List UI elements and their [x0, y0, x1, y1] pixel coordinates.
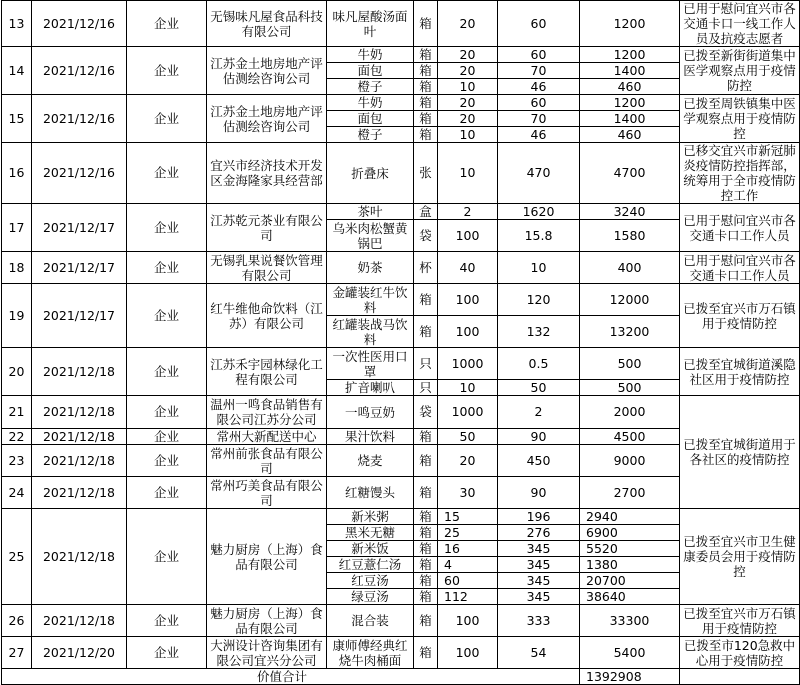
donation-date: 2021/12/17 [32, 284, 127, 348]
item-value: 2700 [580, 477, 680, 509]
usage-note: 已拨至宜兴市万石镇用于疫情防控 [680, 284, 800, 348]
item-unit: 只 [414, 348, 438, 380]
item-price: 50 [498, 380, 580, 396]
item-value: 38640 [580, 589, 680, 605]
donor-type: 企业 [127, 396, 207, 429]
item-name: 新米饭 [327, 541, 414, 557]
usage-note: 已拨至市120急救中心用于疫情防控 [680, 637, 800, 669]
donor-name: 无锡味凡屋食品科技有限公司 [207, 1, 327, 47]
item-name: 奶茶 [327, 252, 414, 284]
item-name: 果汁饮料 [327, 429, 414, 445]
donor-name: 江苏金土地房地产评估测绘咨询公司 [207, 95, 327, 143]
item-unit: 箱 [414, 1, 438, 47]
donor-type: 企业 [127, 252, 207, 284]
donor-name: 常州大新配送中心 [207, 429, 327, 445]
item-value: 2000 [580, 396, 680, 429]
usage-note: 已拨至周铁镇集中医学观察点用于疫情防控 [680, 95, 800, 143]
table-row [2, 47, 800, 63]
item-name: 红豆汤 [327, 573, 414, 589]
item-name: 面包 [327, 63, 414, 79]
item-name: 红豆薏仁汤 [327, 557, 414, 573]
item-value: 1380 [580, 557, 680, 573]
table-row [2, 252, 800, 284]
item-quantity: 10 [438, 127, 498, 143]
item-quantity: 4 [438, 557, 498, 573]
item-unit: 箱 [414, 541, 438, 557]
item-quantity: 100 [438, 637, 498, 669]
item-unit: 箱 [414, 284, 438, 316]
item-name: 黑米无糖 [327, 525, 414, 541]
item-unit: 袋 [414, 396, 438, 429]
item-unit: 箱 [414, 429, 438, 445]
item-name: 牛奶 [327, 47, 414, 63]
row-number: 19 [2, 284, 32, 348]
item-unit: 箱 [414, 445, 438, 477]
item-name: 橙子 [327, 79, 414, 95]
item-name: 牛奶 [327, 95, 414, 111]
item-price: 60 [498, 95, 580, 111]
item-value: 4500 [580, 429, 680, 445]
item-unit: 箱 [414, 316, 438, 348]
item-unit: 箱 [414, 63, 438, 79]
item-unit: 箱 [414, 47, 438, 63]
item-price: 345 [498, 589, 580, 605]
item-value: 1200 [580, 47, 680, 63]
donation-date: 2021/12/16 [32, 143, 127, 204]
item-unit: 箱 [414, 95, 438, 111]
item-price: 333 [498, 605, 580, 637]
row-number: 27 [2, 637, 32, 669]
donor-name: 无锡乳果说餐饮管理有限公司 [207, 252, 327, 284]
item-unit: 箱 [414, 605, 438, 637]
table-row [2, 605, 800, 637]
item-value: 13200 [580, 316, 680, 348]
item-quantity: 20 [438, 63, 498, 79]
donation-date: 2021/12/18 [32, 509, 127, 605]
item-unit: 箱 [414, 589, 438, 605]
row-number: 20 [2, 348, 32, 396]
item-name: 扩音喇叭 [327, 380, 414, 396]
item-name: 味凡屋酸汤面叶 [327, 1, 414, 47]
table-row [2, 204, 800, 220]
item-unit: 箱 [414, 525, 438, 541]
item-value: 500 [580, 380, 680, 396]
item-value: 3240 [580, 204, 680, 220]
table-row [2, 284, 800, 316]
donor-type: 企业 [127, 477, 207, 509]
donor-type: 企业 [127, 204, 207, 252]
row-number: 25 [2, 509, 32, 605]
item-name: 面包 [327, 111, 414, 127]
donor-type: 企业 [127, 348, 207, 396]
item-quantity: 20 [438, 111, 498, 127]
item-quantity: 1000 [438, 396, 498, 429]
item-price: 46 [498, 127, 580, 143]
item-quantity: 112 [438, 589, 498, 605]
donation-date: 2021/12/18 [32, 396, 127, 429]
donation-date: 2021/12/18 [32, 605, 127, 637]
item-name: 橙子 [327, 127, 414, 143]
item-price: 345 [498, 557, 580, 573]
row-number: 22 [2, 429, 32, 445]
table-row [2, 348, 800, 380]
item-value: 500 [580, 348, 680, 380]
usage-note: 已用于慰问宜兴市各交通卡口工作人员 [680, 204, 800, 252]
donor-name: 江苏乾元茶业有限公司 [207, 204, 327, 252]
item-price: 70 [498, 63, 580, 79]
usage-note: 已拨至宜兴市万石镇用于疫情防控 [680, 605, 800, 637]
item-quantity: 15 [438, 509, 498, 525]
item-value: 1400 [580, 63, 680, 79]
item-quantity: 10 [438, 143, 498, 204]
item-quantity: 25 [438, 525, 498, 541]
item-name: 折叠床 [327, 143, 414, 204]
row-number: 13 [2, 1, 32, 47]
item-quantity: 1000 [438, 348, 498, 380]
item-value: 6900 [580, 525, 680, 541]
donor-type: 企业 [127, 509, 207, 605]
donation-table [1, 0, 800, 685]
item-price: 10 [498, 252, 580, 284]
item-unit: 箱 [414, 557, 438, 573]
table-row [2, 1, 800, 47]
item-value: 460 [580, 79, 680, 95]
item-value: 9000 [580, 445, 680, 477]
donor-type: 企业 [127, 1, 207, 47]
usage-note: 已拨至宜城街道用于各社区的疫情防控 [680, 396, 800, 509]
item-price: 120 [498, 284, 580, 316]
donation-date: 2021/12/16 [32, 95, 127, 143]
item-unit: 箱 [414, 111, 438, 127]
item-name: 金罐装红牛饮料 [327, 284, 414, 316]
donor-name: 魅力厨房（上海）食品有限公司 [207, 605, 327, 637]
row-number: 24 [2, 477, 32, 509]
usage-note: 已拨至宜城街道溪隐社区用于疫情防控 [680, 348, 800, 396]
item-unit: 箱 [414, 509, 438, 525]
item-name: 新米粥 [327, 509, 414, 525]
donor-type: 企业 [127, 47, 207, 95]
row-number: 16 [2, 143, 32, 204]
item-value: 5400 [580, 637, 680, 669]
item-value: 5520 [580, 541, 680, 557]
item-unit: 箱 [414, 637, 438, 669]
total-value: 1392908 [580, 669, 680, 685]
total-label: 价值合计 [2, 669, 580, 685]
row-number: 23 [2, 445, 32, 477]
item-value: 1580 [580, 220, 680, 252]
item-name: 康师傅经典红烧牛肉桶面 [327, 637, 414, 669]
item-value: 460 [580, 127, 680, 143]
item-quantity: 20 [438, 47, 498, 63]
item-price: 90 [498, 477, 580, 509]
table-row [2, 396, 800, 429]
usage-note: 已移交宜兴市新冠肺炎疫情防控指挥部，统筹用于全市疫情防控工作 [680, 143, 800, 204]
item-unit: 杯 [414, 252, 438, 284]
item-name: 一鸣豆奶 [327, 396, 414, 429]
item-price: 2 [498, 396, 580, 429]
item-unit: 箱 [414, 79, 438, 95]
item-name: 红罐装战马饮料 [327, 316, 414, 348]
item-quantity: 30 [438, 477, 498, 509]
donation-date: 2021/12/17 [32, 252, 127, 284]
donor-type: 企业 [127, 605, 207, 637]
donor-name: 江苏金土地房地产评估测绘咨询公司 [207, 47, 327, 95]
item-value: 20700 [580, 573, 680, 589]
item-name: 一次性医用口罩 [327, 348, 414, 380]
donor-name: 常州巧美食品有限公司 [207, 477, 327, 509]
table-row [2, 95, 800, 111]
item-price: 196 [498, 509, 580, 525]
item-price: 470 [498, 143, 580, 204]
item-price: 70 [498, 111, 580, 127]
item-name: 烧麦 [327, 445, 414, 477]
item-value: 400 [580, 252, 680, 284]
row-number: 17 [2, 204, 32, 252]
item-unit: 箱 [414, 477, 438, 509]
donation-date: 2021/12/18 [32, 429, 127, 445]
item-quantity: 20 [438, 1, 498, 47]
usage-note: 已拨至新街街道集中医学观察点用于疫情防控 [680, 47, 800, 95]
item-quantity: 100 [438, 316, 498, 348]
donation-date: 2021/12/18 [32, 477, 127, 509]
row-number: 21 [2, 396, 32, 429]
item-value: 4700 [580, 143, 680, 204]
item-unit: 盒 [414, 204, 438, 220]
table-row [2, 509, 800, 525]
item-quantity: 50 [438, 429, 498, 445]
item-price: 276 [498, 525, 580, 541]
donation-date: 2021/12/20 [32, 637, 127, 669]
donor-name: 大洲设计咨询集团有限公司宜兴分公司 [207, 637, 327, 669]
item-price: 60 [498, 47, 580, 63]
donation-date: 2021/12/17 [32, 204, 127, 252]
item-quantity: 40 [438, 252, 498, 284]
item-unit: 袋 [414, 220, 438, 252]
item-price: 46 [498, 79, 580, 95]
item-value: 1200 [580, 1, 680, 47]
usage-note: 已用于慰问宜兴市各交通卡口一线工作人员及抗疫志愿者 [680, 1, 800, 47]
item-price: 450 [498, 445, 580, 477]
donation-date: 2021/12/16 [32, 47, 127, 95]
item-value: 1400 [580, 111, 680, 127]
item-unit: 只 [414, 380, 438, 396]
donor-type: 企业 [127, 143, 207, 204]
item-quantity: 60 [438, 573, 498, 589]
item-quantity: 10 [438, 79, 498, 95]
item-value: 12000 [580, 284, 680, 316]
donor-type: 企业 [127, 284, 207, 348]
item-quantity: 2 [438, 204, 498, 220]
donor-name: 红牛维他命饮料（江苏）有限公司 [207, 284, 327, 348]
donor-type: 企业 [127, 95, 207, 143]
item-name: 绿豆汤 [327, 589, 414, 605]
item-price: 345 [498, 573, 580, 589]
row-number: 14 [2, 47, 32, 95]
row-number: 26 [2, 605, 32, 637]
donor-name: 温州一鸣食品销售有限公司江苏分公司 [207, 396, 327, 429]
donation-date: 2021/12/16 [32, 1, 127, 47]
item-price: 54 [498, 637, 580, 669]
item-quantity: 100 [438, 284, 498, 316]
item-unit: 箱 [414, 127, 438, 143]
item-value: 33300 [580, 605, 680, 637]
item-name: 乌米肉松蟹黄锅巴 [327, 220, 414, 252]
donor-type: 企业 [127, 445, 207, 477]
item-price: 90 [498, 429, 580, 445]
item-price: 0.5 [498, 348, 580, 380]
item-unit: 箱 [414, 573, 438, 589]
item-quantity: 20 [438, 95, 498, 111]
usage-note: 已拨至宜兴市卫生健康委员会用于疫情防控 [680, 509, 800, 605]
table-row [2, 637, 800, 669]
item-quantity: 20 [438, 445, 498, 477]
donor-type: 企业 [127, 429, 207, 445]
item-price: 60 [498, 1, 580, 47]
item-price: 15.8 [498, 220, 580, 252]
row-number: 18 [2, 252, 32, 284]
item-value: 1200 [580, 95, 680, 111]
item-quantity: 100 [438, 220, 498, 252]
item-value: 2940 [580, 509, 680, 525]
item-name: 混合装 [327, 605, 414, 637]
item-quantity: 100 [438, 605, 498, 637]
donation-date: 2021/12/18 [32, 348, 127, 396]
item-price: 1620 [498, 204, 580, 220]
item-name: 茶叶 [327, 204, 414, 220]
item-name: 红糖馒头 [327, 477, 414, 509]
donor-name: 宜兴市经济技术开发区金海隆家具经营部 [207, 143, 327, 204]
table-row [2, 143, 800, 204]
item-price: 132 [498, 316, 580, 348]
item-unit: 张 [414, 143, 438, 204]
item-quantity: 16 [438, 541, 498, 557]
item-quantity: 10 [438, 380, 498, 396]
row-number: 15 [2, 95, 32, 143]
item-price: 345 [498, 541, 580, 557]
donor-name: 魅力厨房（上海）食品有限公司 [207, 509, 327, 605]
usage-note: 已用于慰问宜兴市各交通卡口工作人员 [680, 252, 800, 284]
donation-date: 2021/12/18 [32, 445, 127, 477]
donor-type: 企业 [127, 637, 207, 669]
donor-name: 常州前张食品有限公司 [207, 445, 327, 477]
donor-name: 江苏禾宇园林绿化工程有限公司 [207, 348, 327, 396]
